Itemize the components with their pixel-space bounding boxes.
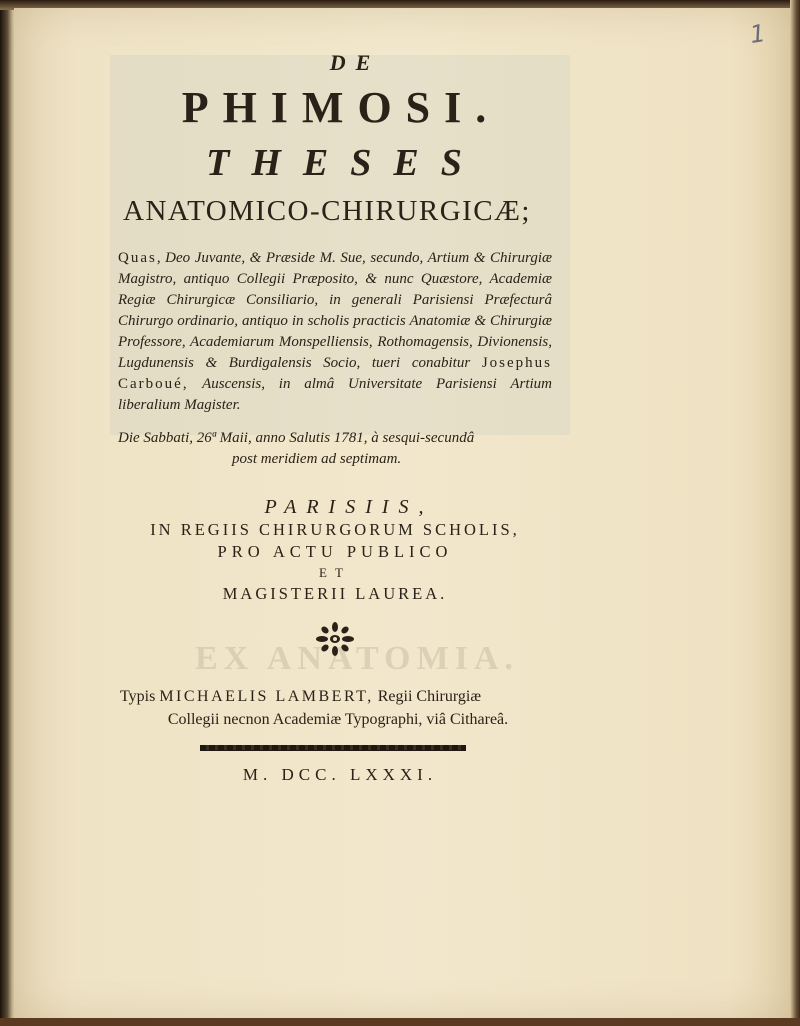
- date-paragraph: [118, 428, 552, 470]
- place-line-1: IN REGIIS CHIRURGORUM SCHOLIS,: [150, 520, 520, 539]
- place-line-2: PRO ACTU PUBLICO: [217, 542, 453, 561]
- die-line-1: Die Sabbati, 26ª Maii, anno Salutis 1781, à sesqui-secundâ: [118, 430, 475, 446]
- quas-tail: Auscensis, in almâ Universitate Parisiensi Artium liberalium Magister.: [118, 376, 552, 413]
- imprint-line-1: [100, 685, 570, 708]
- imprint-line-1-tail: Regii Chirurgiæ: [377, 688, 481, 705]
- place-line-3: ET: [319, 565, 351, 580]
- imprint-line-2: Collegii necnon Academiæ Typographi, viâ Cithareâ.: [167, 711, 509, 728]
- quas-text: , Deo Juvante, & Præside M. Sue, secundo, Artium & Chirurgiæ Magistro, antiquo Collegii Præposito, & nunc Quæstore, Academiæ Regiæ Chirurgicæ Consiliario, in generali Parisiensi Præfecturâ Chirurgo ordinario, antiquo in scholis practicis Anatomiæ & Chirurgiæ Professore, Academiarum Monspelliensis, Rothomagensis, Divionensis, Lugdunensis & Burdigalensis Socio, tueri conabitur: [118, 250, 552, 371]
- place-line-4: MAGISTERII LAUREA.: [222, 584, 448, 603]
- imprint-printer: MICHAELIS LAMBERT,: [159, 688, 374, 705]
- folio-number: 1: [748, 19, 768, 49]
- title-theses: THESES: [206, 142, 484, 184]
- imprint-typis: Typis: [120, 688, 156, 705]
- title-phimosi: PHIMOSI.: [181, 83, 501, 132]
- author-name: Josephus Carboué,: [118, 355, 552, 392]
- dedication-paragraph: [118, 248, 552, 416]
- page-bottom-edge: [0, 1018, 800, 1026]
- title-subtitle: ANATOMICO-CHIRURGICÆ;: [123, 195, 531, 227]
- title-de: DE: [329, 50, 381, 75]
- printers-ornament-icon: [313, 621, 357, 657]
- printers-rule: [200, 745, 466, 751]
- imprint-date: M. DCC. LXXXI.: [242, 765, 438, 784]
- place-parisiis: PARISIIS,: [264, 496, 434, 518]
- page-right-edge: [790, 0, 800, 1026]
- die-line-2: post meridiem ad septimam.: [232, 451, 402, 467]
- quas-lead: Quas: [118, 250, 157, 266]
- title-page-content: [100, 50, 570, 785]
